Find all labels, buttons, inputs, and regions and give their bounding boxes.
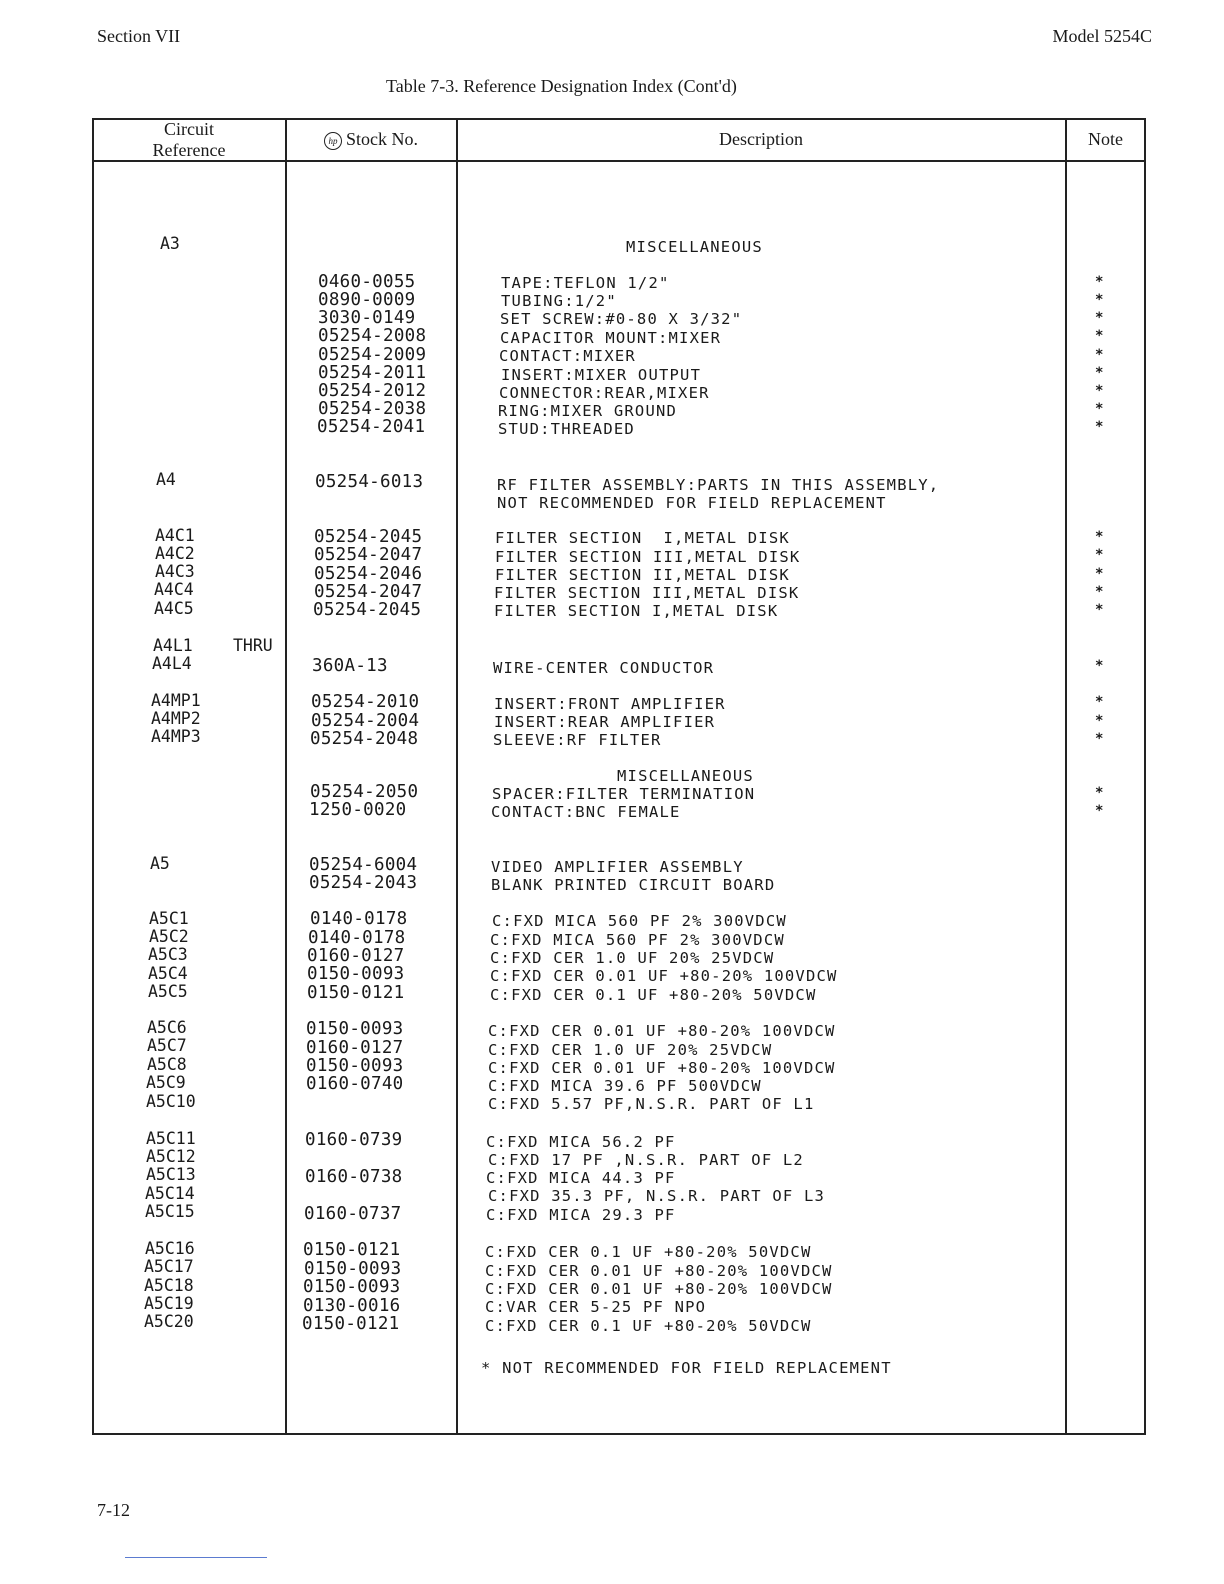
circuit-ref: A4C4 — [154, 580, 194, 599]
note-asterisk: * — [1095, 658, 1104, 674]
stock-number: 1250-0020 — [309, 800, 407, 820]
stock-number: 05254-2043 — [309, 873, 418, 893]
column-rule — [1144, 118, 1146, 1434]
circuit-ref: A5C9 — [146, 1073, 186, 1092]
circuit-ref: A4 — [156, 470, 176, 489]
description: INSERT:FRONT AMPLIFIER — [494, 695, 726, 713]
note-asterisk: * — [1095, 274, 1104, 290]
description: SET SCREW:#0-80 X 3/32" — [500, 310, 743, 328]
description: C:FXD CER 0.1 UF +80-20% 50VDCW — [485, 1317, 812, 1335]
stock-number: 05254-2041 — [317, 417, 426, 437]
footer-rule — [125, 1557, 267, 1558]
description: FILTER SECTION III,METAL DISK — [494, 584, 800, 602]
description: VIDEO AMPLIFIER ASSEMBLY — [491, 858, 744, 876]
circuit-ref: A4C2 — [155, 544, 195, 563]
circuit-ref: A4L4 — [152, 654, 192, 673]
footnote: * NOT RECOMMENDED FOR FIELD REPLACEMENT — [481, 1359, 892, 1377]
stock-number: 0890-0009 — [318, 290, 416, 310]
stock-number: 0130-0016 — [303, 1296, 401, 1316]
note-asterisk: * — [1095, 547, 1104, 563]
description: RF FILTER ASSEMBLY:PARTS IN THIS ASSEMBLY, — [497, 476, 940, 494]
description: FILTER SECTION III,METAL DISK — [495, 548, 801, 566]
thru-label: THRU — [233, 636, 273, 655]
column-rule — [285, 118, 287, 1434]
description: C:FXD CER 0.1 UF +80-20% 50VDCW — [485, 1243, 812, 1261]
stock-number: 05254-2010 — [311, 692, 420, 712]
description: C:VAR CER 5-25 PF NPO — [485, 1298, 707, 1316]
stock-number: 0150-0093 — [304, 1259, 402, 1279]
circuit-ref: A5C10 — [146, 1092, 196, 1111]
miscellaneous-heading: MISCELLANEOUS — [626, 238, 763, 256]
description: C:FXD MICA 29.3 PF — [486, 1206, 676, 1224]
description: INSERT:MIXER OUTPUT — [501, 366, 702, 384]
description: SLEEVE:RF FILTER — [493, 731, 662, 749]
column-header-description: Description — [719, 129, 803, 149]
note-asterisk: * — [1095, 529, 1104, 545]
stock-number: 0150-0093 — [307, 964, 405, 984]
description: NOT RECOMMENDED FOR FIELD REPLACEMENT — [497, 494, 887, 512]
column-rule — [456, 118, 458, 1434]
stock-number: 05254-2045 — [314, 527, 423, 547]
circuit-ref: A5C14 — [145, 1184, 195, 1203]
hp-logo-icon: hp — [324, 132, 342, 150]
description: RING:MIXER GROUND — [498, 402, 678, 420]
note-asterisk: * — [1095, 584, 1104, 600]
stock-number: 05254-2011 — [318, 363, 427, 383]
description: SPACER:FILTER TERMINATION — [492, 785, 756, 803]
circuit-ref: A5 — [150, 854, 170, 873]
circuit-ref: A5C12 — [146, 1147, 196, 1166]
column-header-circuit-reference — [94, 119, 284, 161]
circuit-ref: A4L1 — [153, 636, 193, 655]
section-label: Section VII — [97, 26, 181, 46]
description: C:FXD CER 0.01 UF +80-20% 100VDCW — [488, 1022, 836, 1040]
circuit-ref: A5C7 — [147, 1036, 187, 1055]
description: CONTACT:MIXER — [499, 347, 636, 365]
description: CAPACITOR MOUNT:MIXER — [500, 329, 722, 347]
stock-number: 0160-0738 — [305, 1167, 403, 1187]
table-bottom-rule — [92, 1433, 1146, 1435]
note-asterisk: * — [1095, 731, 1104, 747]
stock-number: 05254-2047 — [314, 582, 423, 602]
description: CONTACT:BNC FEMALE — [491, 803, 681, 821]
note-asterisk: * — [1095, 347, 1104, 363]
stock-number: 0150-0093 — [306, 1019, 404, 1039]
note-asterisk: * — [1095, 365, 1104, 381]
note-asterisk: * — [1095, 713, 1104, 729]
description: CONNECTOR:REAR,MIXER — [499, 384, 710, 402]
stock-number: 0160-0737 — [304, 1204, 402, 1224]
stock-number: 0150-0093 — [306, 1056, 404, 1076]
circuit-ref: A5C11 — [146, 1129, 196, 1148]
circuit-ref: A5C15 — [145, 1202, 195, 1221]
note-asterisk: * — [1095, 383, 1104, 399]
note-asterisk: * — [1095, 602, 1104, 618]
circuit-ref: A4C1 — [155, 526, 195, 545]
description: FILTER SECTION I,METAL DISK — [495, 529, 790, 547]
note-asterisk: * — [1095, 419, 1104, 435]
stock-number: 05254-2008 — [318, 326, 427, 346]
description: C:FXD CER 0.01 UF +80-20% 100VDCW — [485, 1262, 833, 1280]
stock-number: 0150-0121 — [307, 983, 405, 1003]
stock-number: 05254-2048 — [310, 729, 419, 749]
note-asterisk: * — [1095, 310, 1104, 326]
description: C:FXD MICA 39.6 PF 500VDCW — [488, 1077, 762, 1095]
description: FILTER SECTION I,METAL DISK — [494, 602, 779, 620]
description: C:FXD MICA 56.2 PF — [486, 1133, 676, 1151]
circuit-ref: A5C2 — [149, 927, 189, 946]
note-asterisk: * — [1095, 401, 1104, 417]
column-header-line: Reference — [152, 140, 226, 160]
circuit-ref: A5C1 — [149, 909, 189, 928]
circuit-ref: A5C20 — [144, 1312, 194, 1331]
miscellaneous-heading: MISCELLANEOUS — [617, 767, 754, 785]
stock-number: 0160-0740 — [306, 1074, 404, 1094]
stock-number: 3030-0149 — [318, 308, 416, 328]
description: C:FXD MICA 560 PF 2% 300VDCW — [492, 912, 787, 930]
model-label: Model 5254C — [1052, 26, 1152, 46]
description: C:FXD MICA 44.3 PF — [486, 1169, 676, 1187]
circuit-ref: A5C18 — [144, 1276, 194, 1295]
description: C:FXD CER 0.01 UF +80-20% 100VDCW — [485, 1280, 833, 1298]
stock-number: 0160-0127 — [307, 946, 405, 966]
description: C:FXD CER 0.01 UF +80-20% 100VDCW — [490, 967, 838, 985]
column-header-stock-no — [287, 129, 455, 150]
stock-number: 05254-2047 — [314, 545, 423, 565]
description: C:FXD CER 0.1 UF +80-20% 50VDCW — [490, 986, 817, 1004]
circuit-ref: A5C4 — [148, 964, 188, 983]
description: BLANK PRINTED CIRCUIT BOARD — [491, 876, 776, 894]
note-asterisk: * — [1095, 694, 1104, 710]
circuit-ref: A5C3 — [148, 945, 188, 964]
column-header-note: Note — [1088, 129, 1123, 149]
note-asterisk: * — [1095, 328, 1104, 344]
stock-number: 05254-2009 — [318, 345, 427, 365]
description: C:FXD CER 0.01 UF +80-20% 100VDCW — [488, 1059, 836, 1077]
stock-number: 05254-6013 — [315, 472, 424, 492]
stock-number: 0150-0093 — [303, 1277, 401, 1297]
stock-number: 05254-2045 — [313, 600, 422, 620]
column-header-stock-label: Stock No. — [346, 129, 418, 149]
circuit-ref: A5C8 — [147, 1055, 187, 1074]
stock-number: 05254-2012 — [318, 381, 427, 401]
column-rule — [1065, 118, 1067, 1434]
description: C:FXD CER 1.0 UF 20% 25VDCW — [490, 949, 775, 967]
stock-number: 05254-2046 — [314, 564, 423, 584]
stock-number: 0140-0178 — [308, 928, 406, 948]
circuit-ref: A4C5 — [154, 599, 194, 618]
stock-number: 0140-0178 — [310, 909, 408, 929]
column-rule — [92, 118, 94, 1434]
column-header-line: Circuit — [164, 119, 214, 139]
note-asterisk: * — [1095, 803, 1104, 819]
description: FILTER SECTION II,METAL DISK — [495, 566, 790, 584]
note-asterisk: * — [1095, 292, 1104, 308]
description: TUBING:1/2" — [501, 292, 617, 310]
circuit-ref: A5C5 — [148, 982, 188, 1001]
table-caption: Table 7-3. Reference Designation Index (Cont'd) — [386, 76, 737, 96]
description: C:FXD 17 PF ,N.S.R. PART OF L2 — [488, 1151, 804, 1169]
circuit-ref: A5C19 — [144, 1294, 194, 1313]
circuit-ref: A5C17 — [144, 1257, 194, 1276]
circuit-ref: A5C6 — [147, 1018, 187, 1037]
description: WIRE-CENTER CONDUCTOR — [493, 659, 715, 677]
description: TAPE:TEFLON 1/2" — [501, 274, 670, 292]
stock-number: 05254-6004 — [309, 855, 418, 875]
circuit-ref: A4MP1 — [151, 691, 201, 710]
description: STUD:THREADED — [498, 420, 635, 438]
stock-number: 0150-0121 — [302, 1314, 400, 1334]
note-asterisk: * — [1095, 566, 1104, 582]
description: C:FXD MICA 560 PF 2% 300VDCW — [490, 931, 785, 949]
description: C:FXD 35.3 PF, N.S.R. PART OF L3 — [488, 1187, 826, 1205]
stock-number: 0460-0055 — [318, 272, 416, 292]
circuit-ref: A4MP3 — [151, 727, 201, 746]
description: C:FXD CER 1.0 UF 20% 25VDCW — [488, 1041, 773, 1059]
stock-number: 360A-13 — [312, 656, 388, 676]
circuit-ref: A5C13 — [146, 1165, 196, 1184]
description: INSERT:REAR AMPLIFIER — [494, 713, 716, 731]
stock-number: 0150-0121 — [303, 1240, 401, 1260]
stock-number: 05254-2004 — [311, 711, 420, 731]
circuit-ref: A3 — [160, 234, 180, 253]
stock-number: 0160-0739 — [305, 1130, 403, 1150]
page-number: 7-12 — [97, 1500, 130, 1520]
description: C:FXD 5.57 PF,N.S.R. PART OF L1 — [488, 1095, 815, 1113]
stock-number: 05254-2038 — [318, 399, 427, 419]
circuit-ref: A4C3 — [155, 562, 195, 581]
note-asterisk: * — [1095, 785, 1104, 801]
stock-number: 05254-2050 — [310, 782, 419, 802]
circuit-ref: A4MP2 — [151, 709, 201, 728]
stock-number: 0160-0127 — [306, 1038, 404, 1058]
circuit-ref: A5C16 — [145, 1239, 195, 1258]
